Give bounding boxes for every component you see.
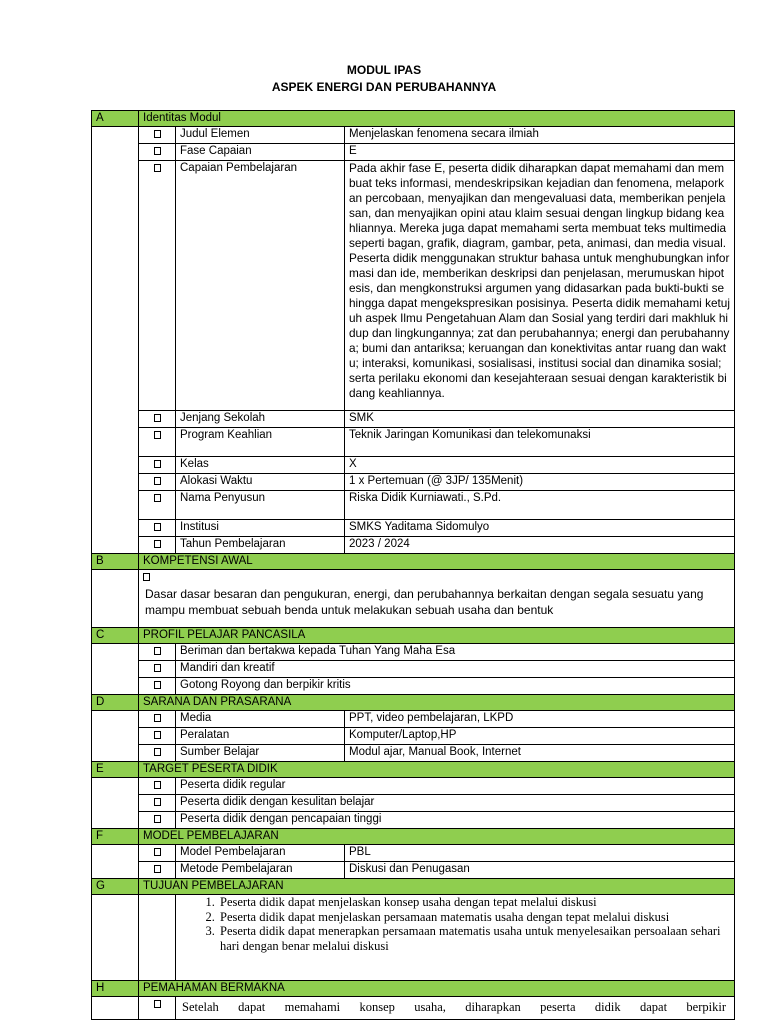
checkbox-icon	[154, 1000, 161, 1008]
checkbox-icon	[154, 147, 161, 155]
list-item: 1. Peserta didik dapat menjelaskan konsep usaha dengan tepat melalui diskusi	[218, 895, 734, 910]
row-label: Alokasi Waktu	[176, 474, 345, 491]
checkbox-icon	[154, 130, 161, 138]
kompetensi-awal-text: Dasar dasar besaran dan pengukuran, energi, dan perubahannya berkaitan dengan segala sesuatu yang mampu membuat sebuah benda untuk melakukan sebuah usaha dan bentuk	[145, 587, 704, 617]
checkbox-icon	[154, 647, 161, 655]
capaian-pembelajaran-text: Pada akhir fase E, peserta didik diharapkan dapat memahami dan membuat teks informasi, mendeskripsikan kejadian dan fenomena, melaporkan percobaan, menyajikan dan mengevaluasi data, memberikan penjelasan, dan menyajikan opini atau klaim sesuai dengan lingkup bidang keahliannya. Mereka juga dapat memahami serta membuat teks multimedia seperti bagan, grafik, diagram, gambar, peta, animasi, dan media visual. Peserta didik menggunakan struktur bahasa untuk menghubungkan informasi dan ide, memberikan deskripsi dan penjelasan, merumuskan hipotesis, dan mengkonstruksi argumen yang didasarkan pada bukti-bukti sehingga dapat mengekspresikan posisinya. Peserta didik memahami ketujuh aspek Ilmu Pengetahuan Alam dan Sosial yang terdiri dari makhluk hidup dan lingkungannya; zat dan perubahannya; energi dan perubahannya; bumi dan antariksa; keruangan dan konektivitas antar ruang dan waktu; interaksi, komunikasi, sosialisasi, institusi social dan dinamika sosial; serta perilaku ekonomi dan kesejahteraan sesuai dengan karakteristik bidang keahliannya.	[345, 161, 735, 411]
checkbox-icon	[154, 664, 161, 672]
row-label: Fase Capaian	[176, 144, 345, 161]
row-label: Model Pembelajaran	[176, 845, 345, 862]
section-title: KOMPETENSI AWAL	[139, 554, 735, 570]
row-value: PBL	[345, 845, 735, 862]
table-row	[92, 474, 735, 491]
section-title: Identitas Modul	[139, 111, 735, 127]
checkbox-icon	[154, 523, 161, 531]
table-row	[92, 537, 735, 554]
table-row	[92, 778, 735, 795]
section-title: TARGET PESERTA DIDIK	[139, 762, 735, 778]
row-value: E	[345, 144, 735, 161]
section-e-header	[92, 762, 735, 778]
table-row	[92, 520, 735, 537]
row-label: Program Keahlian	[176, 428, 345, 457]
section-letter: E	[92, 762, 139, 778]
row-label: Sumber Belajar	[176, 745, 345, 762]
table-row	[92, 161, 735, 411]
section-letter: H	[92, 981, 139, 997]
table-row	[92, 457, 735, 474]
section-title: PROFIL PELAJAR PANCASILA	[139, 628, 735, 644]
section-title: MODEL PEMBELAJARAN	[139, 829, 735, 845]
checkbox-icon	[154, 494, 161, 502]
row-value: Menjelaskan fenomena secara ilmiah	[345, 127, 735, 144]
row-value: 2023 / 2024	[345, 537, 735, 554]
section-letter: C	[92, 628, 139, 644]
row-label: Capaian Pembelajaran	[176, 161, 345, 411]
section-h-header	[92, 981, 735, 997]
table-row	[92, 862, 735, 879]
section-letter: F	[92, 829, 139, 845]
row-value: Riska Didik Kurniawati., S.Pd.	[345, 491, 735, 520]
checkbox-icon	[154, 477, 161, 485]
document-subtitle: ASPEK ENERGI DAN PERUBAHANNYA	[271, 80, 497, 94]
section-title: SARANA DAN PRASARANA	[139, 695, 735, 711]
document-title: MODUL IPAS	[346, 63, 422, 77]
row-label: Tahun Pembelajaran	[176, 537, 345, 554]
row-label: Peralatan	[176, 728, 345, 745]
table-row	[92, 144, 735, 161]
checkbox-icon	[143, 573, 150, 581]
section-letter: G	[92, 879, 139, 895]
learning-goals-list	[176, 895, 734, 953]
checkbox-icon	[154, 164, 161, 172]
row-label: Nama Penyusun	[176, 491, 345, 520]
checkbox-icon	[154, 748, 161, 756]
list-item: Beriman dan bertakwa kepada Tuhan Yang Maha Esa	[176, 644, 735, 661]
section-letter: B	[92, 554, 139, 570]
checkbox-icon	[154, 714, 161, 722]
list-item: 2. Peserta didik dapat menjelaskan persamaan matematis usaha dengan tepat melalui diskusi	[218, 910, 734, 925]
checkbox-icon	[154, 731, 161, 739]
section-title: PEMAHAMAN BERMAKNA	[139, 981, 735, 997]
section-letter: D	[92, 695, 139, 711]
row-label: Metode Pembelajaran	[176, 862, 345, 879]
table-row	[92, 411, 735, 428]
table-row	[92, 745, 735, 762]
section-d-header	[92, 695, 735, 711]
list-item: Peserta didik dengan pencapaian tinggi	[176, 812, 735, 829]
table-row	[92, 895, 735, 981]
section-letter: A	[92, 111, 139, 127]
checkbox-icon	[154, 781, 161, 789]
row-value: SMKS Yaditama Sidomulyo	[345, 520, 735, 537]
checkbox-icon	[154, 414, 161, 422]
table-row	[92, 795, 735, 812]
table-row	[92, 845, 735, 862]
section-f-header	[92, 829, 735, 845]
checkbox-icon	[154, 540, 161, 548]
table-row	[92, 661, 735, 678]
list-item: Peserta didik regular	[176, 778, 735, 795]
table-row	[92, 570, 735, 628]
pemahaman-bermakna-text: Setelah dapat memahami konsep usaha, diharapkan peserta didik dapat berpikir	[182, 1000, 726, 1014]
table-row	[92, 812, 735, 829]
row-value: Komputer/Laptop,HP	[345, 728, 735, 745]
section-b-header	[92, 554, 735, 570]
table-row	[92, 728, 735, 745]
table-row	[92, 644, 735, 661]
list-item: Mandiri dan kreatif	[176, 661, 735, 678]
table-row	[92, 491, 735, 520]
checkbox-icon	[154, 865, 161, 873]
row-value: 1 x Pertemuan (@ 3JP/ 135Menit)	[345, 474, 735, 491]
row-label: Institusi	[176, 520, 345, 537]
row-label: Media	[176, 711, 345, 728]
section-g-header	[92, 879, 735, 895]
table-row	[92, 711, 735, 728]
module-table	[91, 110, 735, 1020]
table-row	[92, 428, 735, 457]
table-row	[92, 997, 735, 1020]
list-item: Gotong Royong dan berpikir kritis	[176, 678, 735, 695]
row-value: SMK	[345, 411, 735, 428]
section-title: TUJUAN PEMBELAJARAN	[139, 879, 735, 895]
checkbox-icon	[154, 848, 161, 856]
checkbox-icon	[154, 460, 161, 468]
list-item: 3. Peserta didik dapat menerapkan persamaan matematis usaha untuk menyelesaikan persoalaan sehari hari dengan benar melalui diskusi	[218, 924, 734, 953]
table-row	[92, 127, 735, 144]
checkbox-icon	[154, 431, 161, 439]
list-item: Peserta didik dengan kesulitan belajar	[176, 795, 735, 812]
row-value: Diskusi dan Penugasan	[345, 862, 735, 879]
table-row	[92, 678, 735, 695]
section-a-header	[92, 111, 735, 127]
row-label: Jenjang Sekolah	[176, 411, 345, 428]
row-label: Judul Elemen	[176, 127, 345, 144]
section-c-header	[92, 628, 735, 644]
row-label: Kelas	[176, 457, 345, 474]
row-value: Modul ajar, Manual Book, Internet	[345, 745, 735, 762]
checkbox-icon	[154, 798, 161, 806]
checkbox-icon	[154, 681, 161, 689]
row-value: PPT, video pembelajaran, LKPD	[345, 711, 735, 728]
checkbox-icon	[154, 815, 161, 823]
row-value: Teknik Jaringan Komunikasi dan telekomunaksi	[345, 428, 735, 457]
row-value: X	[345, 457, 735, 474]
